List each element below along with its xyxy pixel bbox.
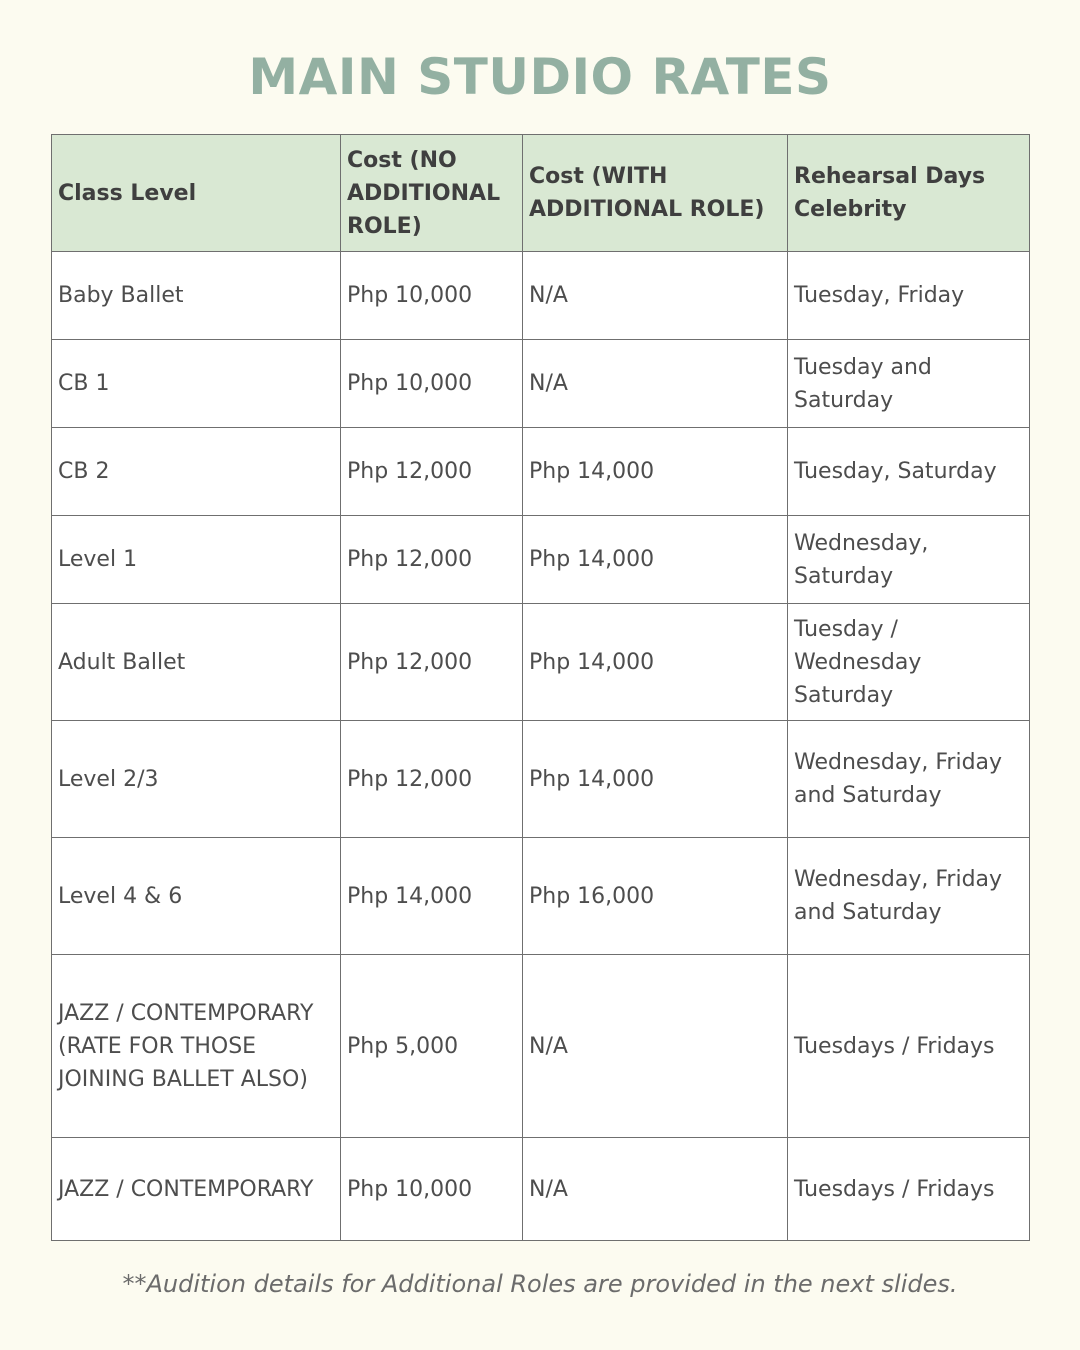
header-cost-with-role: Cost (WITH ADDITIONAL ROLE) [523, 135, 788, 252]
cell-rehearsal-days: Tuesdays / Fridays [788, 955, 1030, 1138]
cell-rehearsal-days: Tuesday / Wednesday Saturday [788, 604, 1030, 721]
cell-class-level: Level 4 & 6 [52, 838, 341, 955]
cell-cost-with-role: Php 14,000 [523, 516, 788, 604]
cell-rehearsal-days: Wednesday, Friday and Saturday [788, 721, 1030, 838]
page-title: MAIN STUDIO RATES [248, 48, 832, 106]
cell-cost-no-role: Php 12,000 [341, 604, 523, 721]
cell-cost-no-role: Php 10,000 [341, 1138, 523, 1241]
cell-cost-with-role: Php 14,000 [523, 721, 788, 838]
cell-cost-no-role: Php 12,000 [341, 721, 523, 838]
header-cost-no-role: Cost (NO ADDITIONAL ROLE) [341, 135, 523, 252]
header-class-level: Class Level [52, 135, 341, 252]
cell-cost-no-role: Php 12,000 [341, 516, 523, 604]
cell-class-level: Level 1 [52, 516, 341, 604]
cell-rehearsal-days: Wednesday, Saturday [788, 516, 1030, 604]
cell-cost-no-role: Php 5,000 [341, 955, 523, 1138]
cell-cost-no-role: Php 10,000 [341, 340, 523, 428]
table-row [52, 955, 1030, 1138]
cell-cost-with-role: N/A [523, 1138, 788, 1241]
cell-cost-with-role: Php 14,000 [523, 604, 788, 721]
cell-cost-with-role: N/A [523, 252, 788, 340]
cell-class-level: CB 2 [52, 428, 341, 516]
table-row [52, 721, 1030, 838]
cell-class-level: JAZZ / CONTEMPORARY [52, 1138, 341, 1241]
table-header-row [52, 135, 1030, 252]
cell-cost-no-role: Php 12,000 [341, 428, 523, 516]
cell-cost-no-role: Php 14,000 [341, 838, 523, 955]
table-row [52, 838, 1030, 955]
cell-class-level: JAZZ / CONTEMPORARY (RATE FOR THOSE JOINING BALLET ALSO) [52, 955, 341, 1138]
cell-rehearsal-days: Wednesday, Friday and Saturday [788, 838, 1030, 955]
cell-rehearsal-days: Tuesday, Friday [788, 252, 1030, 340]
cell-class-level: Adult Ballet [52, 604, 341, 721]
table-row [52, 1138, 1030, 1241]
table-row [52, 516, 1030, 604]
cell-class-level: Baby Ballet [52, 252, 341, 340]
cell-rehearsal-days: Tuesdays / Fridays [788, 1138, 1030, 1241]
table-row [52, 604, 1030, 721]
cell-rehearsal-days: Tuesday and Saturday [788, 340, 1030, 428]
table-row [52, 252, 1030, 340]
cell-class-level: Level 2/3 [52, 721, 341, 838]
cell-cost-with-role: Php 14,000 [523, 428, 788, 516]
header-rehearsal-days: Rehearsal Days Celebrity [788, 135, 1030, 252]
cell-class-level: CB 1 [52, 340, 341, 428]
cell-rehearsal-days: Tuesday, Saturday [788, 428, 1030, 516]
cell-cost-with-role: N/A [523, 340, 788, 428]
cell-cost-no-role: Php 10,000 [341, 252, 523, 340]
table-row [52, 428, 1030, 516]
cell-cost-with-role: N/A [523, 955, 788, 1138]
table-row [52, 340, 1030, 428]
rates-table [51, 134, 1030, 1241]
cell-cost-with-role: Php 16,000 [523, 838, 788, 955]
footnote: **Audition details for Additional Roles are provided in the next slides. [122, 1270, 958, 1298]
